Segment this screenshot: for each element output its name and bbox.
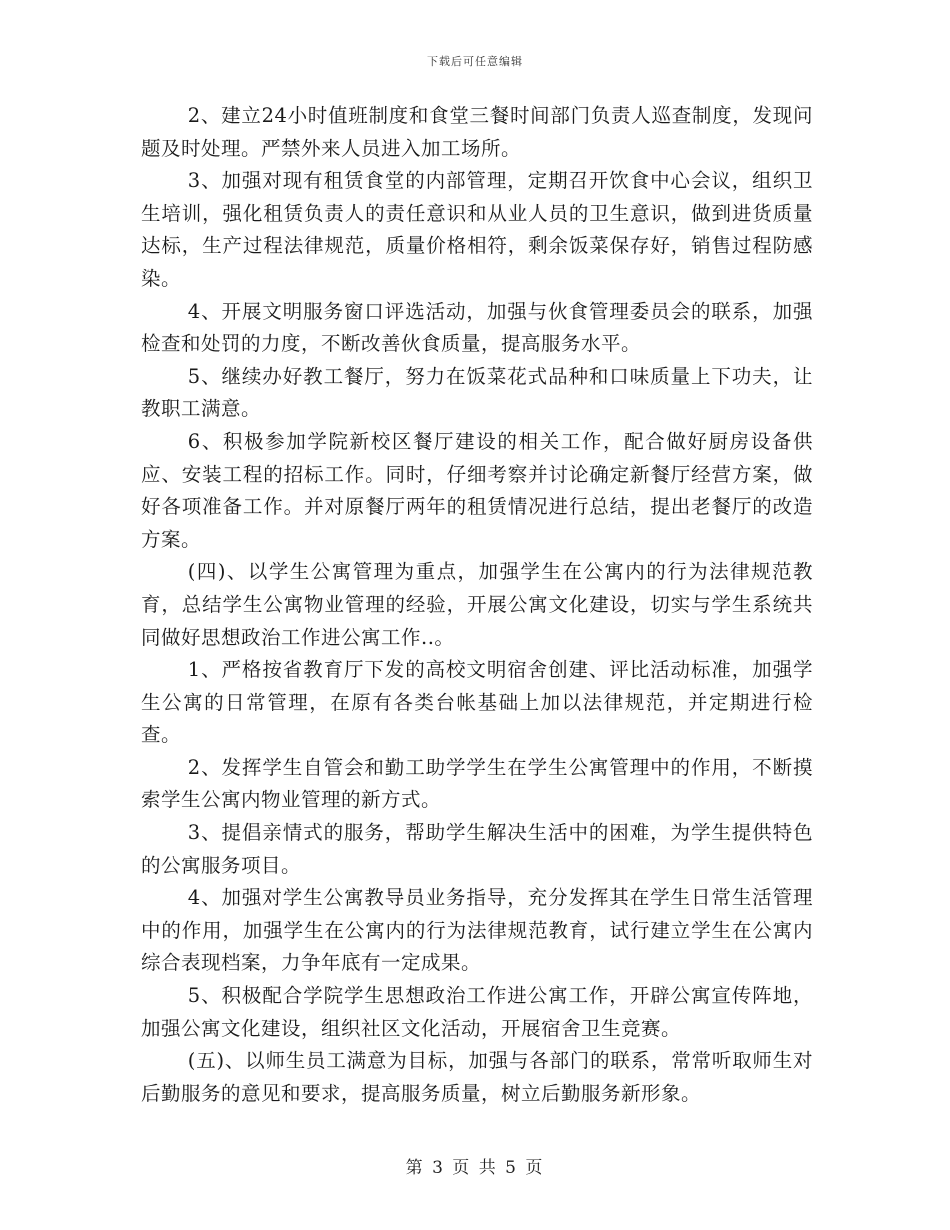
paragraph-canteen-management: 3、加强对现有租赁食堂的内部管理，定期召开饮食中心会议，组织卫生培训，强化租赁负责人的责任意识和从业人员的卫生意识，做到进货质量达标，生产过程法律规范，质量价格相符，剩余饭菜保存好，销售过程防感染。 xyxy=(141,169,813,290)
paragraph-section-five-heading: (五)、以师生员工满意为目标，加强与各部门的联系，常常听取师生对后勤服务的意见和要求，提高服务质量，树立后勤服务新形象。 xyxy=(141,1049,813,1105)
paragraph-student-self-management: 2、发挥学生自管会和勤工助学学生在学生公寓管理中的作用，不断摸索学生公寓内物业管理的新方式。 xyxy=(141,755,813,812)
paragraph-service-window: 4、开展文明服务窗口评选活动，加强与伙食管理委员会的联系，加强检查和处罚的力度，不断改善伙食质量，提高服务水平。 xyxy=(141,299,813,356)
paragraph-care-service: 3、提倡亲情式的服务，帮助学生解决生活中的困难，为学生提供特色的公寓服务项目。 xyxy=(141,821,813,877)
paragraph-section-four-heading: (四)、以学生公寓管理为重点，加强学生在公寓内的行为法律规范教育，总结学生公寓物业管理的经验，开展公寓文化建设，切实与学生系统共同做好思想政治工作进公寓工作..。 xyxy=(141,560,813,649)
page-number-footer: 第 3 页 共 5 页 xyxy=(405,1158,545,1178)
paragraph-dorm-counselor: 4、加强对学生公寓教导员业务指导，充分发挥其在学生日常生活管理中的作用，加强学生在公寓内的行为法律规范教育，试行建立学生在公寓内综合表现档案，力争年底有一定成果。 xyxy=(141,886,813,975)
document-body xyxy=(141,100,813,1110)
paragraph-new-campus-restaurant: 6、积极参加学院新校区餐厅建设的相关工作，配合做好厨房设备供应、安装工程的招标工作。同时，仔细考察并讨论确定新餐厅经营方案，做好各项准备工作。并对原餐厅两年的租赁情况进行总结，提出老餐厅的改造方案。 xyxy=(141,429,813,551)
paragraph-dormitory-standards: 1、严格按省教育厅下发的高校文明宿舍创建、评比活动标准，加强学生公寓的日常管理，在原有各类台帐基础上加以法律规范，并定期进行检查。 xyxy=(141,658,813,747)
paragraph-dorm-culture: 5、积极配合学院学生思想政治工作进公寓工作，开辟公寓宣传阵地，加强公寓文化建设，组织社区文化活动，开展宿舍卫生竞赛。 xyxy=(141,984,813,1040)
paragraph-dining-duty-system: 2、建立24小时值班制度和食堂三餐时间部门负责人巡查制度，发现问题及时处理。严禁外来人员进入加工场所。 xyxy=(141,104,813,160)
paragraph-staff-restaurant: 5、继续办好教工餐厅，努力在饭菜花式品种和口味质量上下功夫，让教职工满意。 xyxy=(141,364,813,421)
page-header: 下载后可任意编辑 xyxy=(427,55,523,68)
